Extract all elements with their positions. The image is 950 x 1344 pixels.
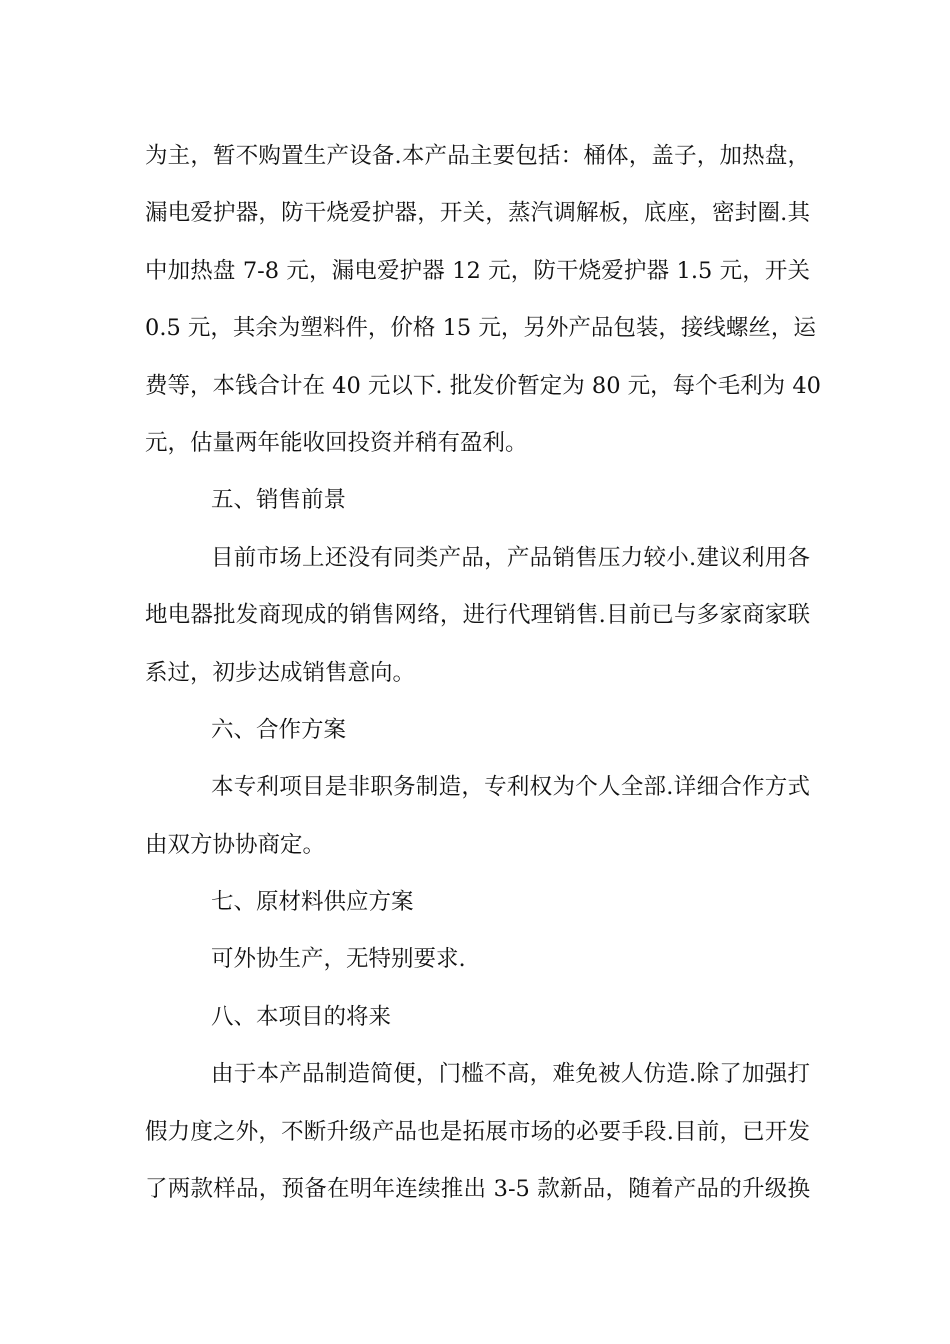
section-heading-project-future: 八、本项目的将来 — [211, 1003, 392, 1030]
text-line: 系过，初步达成销售意向。 — [145, 659, 416, 686]
text-line: 地电器批发商现成的销售网络，进行代理销售.目前已与多家商家联 — [145, 602, 810, 629]
text-line: 目前市场上还没有同类产品，产品销售压力较小.建议利用各 — [211, 544, 810, 571]
text-line: 中加热盘 7-8 元，漏电爱护器 12 元，防干烧爱护器 1.5 元，开关 — [145, 257, 810, 284]
text-line: 元，估量两年能收回投资并稍有盈利。 — [145, 429, 528, 456]
text-line: 费等，本钱合计在 40 元以下. 批发价暂定为 80 元，每个毛利为 40 — [145, 372, 821, 399]
text-line: 漏电爱护器，防干烧爱护器，开关，蒸汽调解板，底座，密封圈.其 — [145, 200, 810, 227]
section-heading-material-supply: 七、原材料供应方案 — [211, 889, 414, 916]
text-line: 本专利项目是非职务制造，专利权为个人全部.详细合作方式 — [211, 774, 810, 801]
section-heading-cooperation-plan: 六、合作方案 — [211, 716, 347, 743]
text-line: 0.5 元，其余为塑料件，价格 15 元，另外产品包装，接线螺丝，运 — [145, 315, 816, 342]
document-body — [145, 128, 821, 1218]
text-line: 为主，暂不购置生产设备.本产品主要包括：桶体，盖子，加热盘， — [145, 143, 810, 169]
text-line: 了两款样品，预备在明年连续推出 3-5 款新品，随着产品的升级换 — [145, 1176, 810, 1203]
text-line: 可外协生产，无特别要求. — [211, 946, 466, 973]
text-line: 假力度之外，不断升级产品也是拓展市场的必要手段.目前，已开发 — [145, 1118, 810, 1145]
text-line: 由双方协协商定。 — [145, 831, 326, 858]
text-line: 由于本产品制造简便，门槛不高，难免被人仿造.除了加强打 — [211, 1061, 810, 1088]
section-heading-sales-outlook: 五、销售前景 — [211, 487, 347, 514]
